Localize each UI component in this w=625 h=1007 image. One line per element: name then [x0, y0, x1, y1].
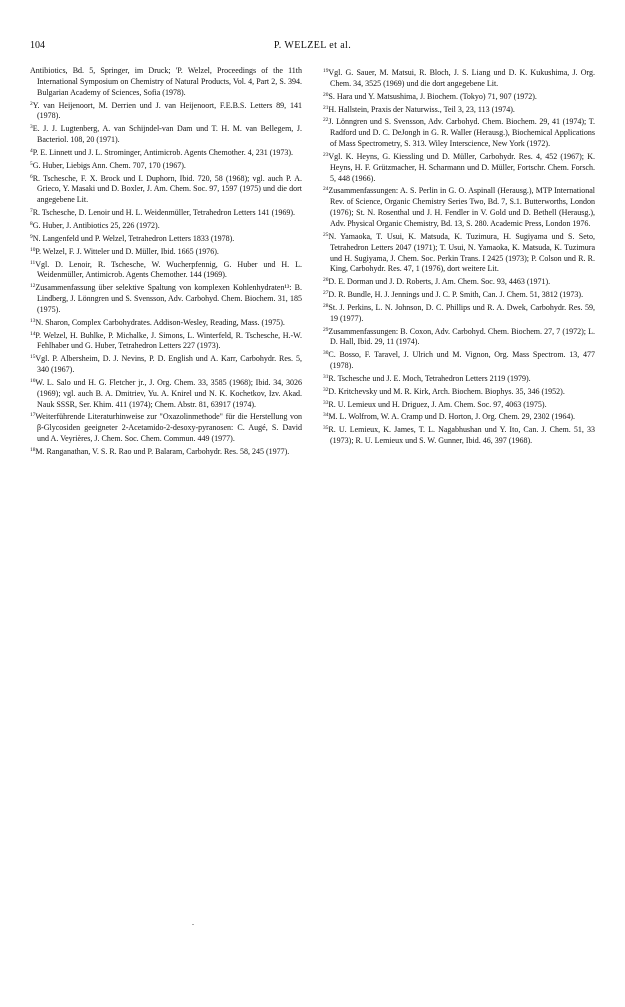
reference-13: $^{13}$N. Sharon, Complex Carbohydrates. Addison-Wesley, Reading, Mass. (1975).	[30, 317, 285, 327]
reference-19: $^{19}$Vgl. G. Sauer, M. Matsui, R. Bloch, J. S. Liang und D. K. Kukushima, J. Org. Chem. 34, 3525 (1969) und die dort angegebene Lit.	[323, 68, 595, 88]
reference-26: $^{26}$D. E. Dorman und J. D. Roberts, J. Am. Chem. Soc. 93, 4463 (1971).	[323, 277, 551, 287]
reference-25: $^{25}$N. Yamaoka, T. Usui, K. Matsuda, K. Tuzimura, H. Sugiyama und S. Seto, Tetrahedron Letters 2047 (1971); T. Usui, N. Yamaoka, K. Matsuda, K. Tuzimura und H. Sugiyama, J. Chem. Soc. Perkin Trans. I 2425 (1973); P. Colson und R. R. King, Carbohydr. Res. 47, 1 (1976), dort weitere Lit.	[323, 231, 595, 274]
reference-28: $^{28}$St. J. Perkins, L. N. Johnson, D. C. Phillips und R. A. Dwek, Carbohydr. Res. 59, 19 (1977).	[323, 302, 595, 323]
reference-4: $^4$P. E. Linnett und J. L. Strominger, Antimicrob. Agents Chemother. 4, 231 (1973).	[30, 147, 294, 157]
reference-32: $^{32}$D. Kritchevsky und M. R. Kirk, Arch. Biochem. Biophys. 35, 346 (1952).	[323, 386, 565, 396]
reference-17: $^{17}$Weiterführende Literaturhinweise zur "Oxazolinmethode" für die Herstellung von β-Glycosiden geeigneter 2-Acetamido-2-desoxy-pyranosen: C. Augé, S. David und A. Veyrières, J. Chem. Soc. Chem. Commun. 449 (1977).	[30, 412, 302, 444]
reference-9: $^9$N. Langenfeld und P. Welzel, Tetrahedron Letters 1833 (1978).	[30, 233, 235, 243]
reference-14: $^{14}$P. Welzel, H. Buhlke, P. Michalke, J. Simons, L. Winterfeld, R. Tschesche, H.-W. Fehlhaber und G. Huber, Tetrahedron Letters 227 (1973).	[30, 330, 302, 351]
reference-2: $^2$Y. van Heijenoort, M. Derrien und J. van Heijenoort, F.E.B.S. Letters 89, 141 (1978).	[30, 100, 302, 121]
running-head: P. WELZEL et al.	[273, 40, 352, 51]
reference-1-continued: Antibiotics, Bd. 5, Springer, im Druck; 'P. Welzel, Proceedings of the 11th International Symposium on Chemistry of Natural Products, Vol. 4, Part 2, S. 394. Bulgarian Academy of Sciences, Sofia (1978).	[30, 66, 302, 97]
references-right-column	[323, 66, 595, 447]
reference-7: $^7$R. Tschesche, D. Lenoir und H. L. Weidenmüller, Tetrahedron Letters 141 (1969).	[30, 208, 295, 218]
reference-15: $^{15}$Vgl. P. Albersheim, D. J. Nevins, P. D. English und A. Karr, Carbohydr. Res. 5, 340 (1967).	[30, 354, 302, 375]
footer-mark: .	[192, 918, 194, 927]
reference-23: $^{23}$Vgl. K. Heyns, G. Kiessling und D. Müller, Carbohydr. Res. 4, 452 (1967); K. Heyns, H. F. Grützmacher, H. Scharmann und D. Müller, Fortschr. Chem. Forsch. 5, 448 (1966).	[323, 151, 595, 183]
reference-27: $^{27}$D. R. Bundle, H. J. Jennings und J. C. P. Smith, Can. J. Chem. 51, 3812 (1973).	[323, 290, 584, 300]
references-left-column	[30, 66, 302, 458]
reference-5: $^5$G. Huber, Liebigs Ann. Chem. 707, 170 (1967).	[30, 160, 186, 170]
reference-21: $^{21}$H. Hallstein, Praxis der Naturwiss., Teil 3, 23, 113 (1974).	[323, 104, 515, 114]
reference-12: $^{12}$Zusammenfassung über selektive Spaltung von komplexen Kohlenhydraten¹³: B. Lindberg, J. Lönngren und S. Svensson, Adv. Carbohyd. Chem. Biochem. 31, 185 (1975).	[30, 283, 302, 314]
reference-6: $^6$R. Tschesche, F. X. Brock und I. Duphorn, Ibid. 720, 58 (1968); vgl. auch P. A. Grieco, Y. Masaki und D. Boxler, J. Am. Chem. Soc. 97, 1597 (1975) und die dort angegebene Lit.	[30, 173, 302, 205]
reference-16: $^{16}$W. L. Salo und H. G. Fletcher jr., J. Org. Chem. 33, 3585 (1968); Ibid. 34, 3026 (1969); vgl. auch B. A. Dmitriev, Yu. A. Knirel und N. K. Kochetkov, Izv. Akad. Nauk SSSR, Ser. Khim. 411 (1974); Chem. Abstr. 81, 63917 (1974).	[30, 377, 302, 409]
reference-8: $^8$G. Huber, J. Antibiotics 25, 226 (1972).	[30, 220, 160, 230]
reference-29: $^{29}$Zusammenfassungen: B. Coxon, Adv. Carbohyd. Chem. Biochem. 27, 7 (1972); L. D. Hall, Ibid. 29, 11 (1974).	[323, 326, 595, 347]
reference-11: $^{11}$Vgl. D. Lenoir, R. Tschesche, W. Wucherpfennig, G. Huber und H. L. Weidenmüller, Antimicrob. Agents Chemother. 144 (1969).	[30, 259, 302, 280]
reference-3: $^3$E. J. J. Lugtenberg, A. van Schijndel-van Dam und T. H. M. van Bellegem, J. Bacteriol. 108, 20 (1971).	[30, 124, 302, 145]
reference-18: $^{18}$M. Ranganathan, V. S. R. Rao und P. Balaram, Carbohydr. Res. 58, 245 (1977).	[30, 447, 290, 456]
reference-22: $^{22}$J. Lönngren und S. Svensson, Adv. Carbohyd. Chem. Biochem. 29, 41 (1974); T. Radford und D. C. DeJongh in G. R. Waller (Herausg.), Biochemical Applications of Mass Spectrometry, S. 313. Wiley Interscience, New York (1972).	[323, 117, 595, 149]
reference-33: $^{33}$R. U. Lemieux und H. Driguez, J. Am. Chem. Soc. 97, 4063 (1975).	[323, 399, 547, 409]
reference-34: $^{34}$M. L. Wolfrom, W. A. Cramp und D. Horton, J. Org. Chem. 29, 2302 (1964).	[323, 412, 575, 422]
reference-30: $^{30}$C. Bosso, F. Taravel, J. Ulrich und M. Vignon, Org. Mass Spectrom. 13, 477 (1978).	[323, 350, 595, 371]
reference-20: $^{20}$S. Hara und Y. Matsushima, J. Biochem. (Tokyo) 71, 907 (1972).	[323, 91, 537, 101]
reference-24: $^{24}$Zusammenfassungen: A. S. Perlin in G. O. Aspinall (Herausg.), MTP International Rev. of Science, Organic Chemistry Series Two, Bd. 7, S.1. Butterworths, London (1976); St. N. Rosenthal und J. H. Fendler in V. Gold und D. Bethell (Herausg.), Adv. Physical Organic Chemistry, Bd. 13, S. 280. Academic Press, London 1976.	[323, 186, 595, 228]
reference-10: $^{10}$P. Welzel, F. J. Witteler und D. Müller, Ibid. 1665 (1976).	[30, 246, 219, 256]
reference-35: $^{35}$R. U. Lemieux, K. James, T. L. Nagabhushan und Y. Ito, Can. J. Chem. 51, 33 (1973); R. U. Lemieux und S. W. Gunner, Ibid. 46, 397 (1968).	[323, 425, 595, 446]
reference-31: $^{31}$R. Tschesche und J. E. Moch, Tetrahedron Letters 2119 (1979).	[323, 373, 531, 383]
page-number: 104	[30, 40, 45, 51]
